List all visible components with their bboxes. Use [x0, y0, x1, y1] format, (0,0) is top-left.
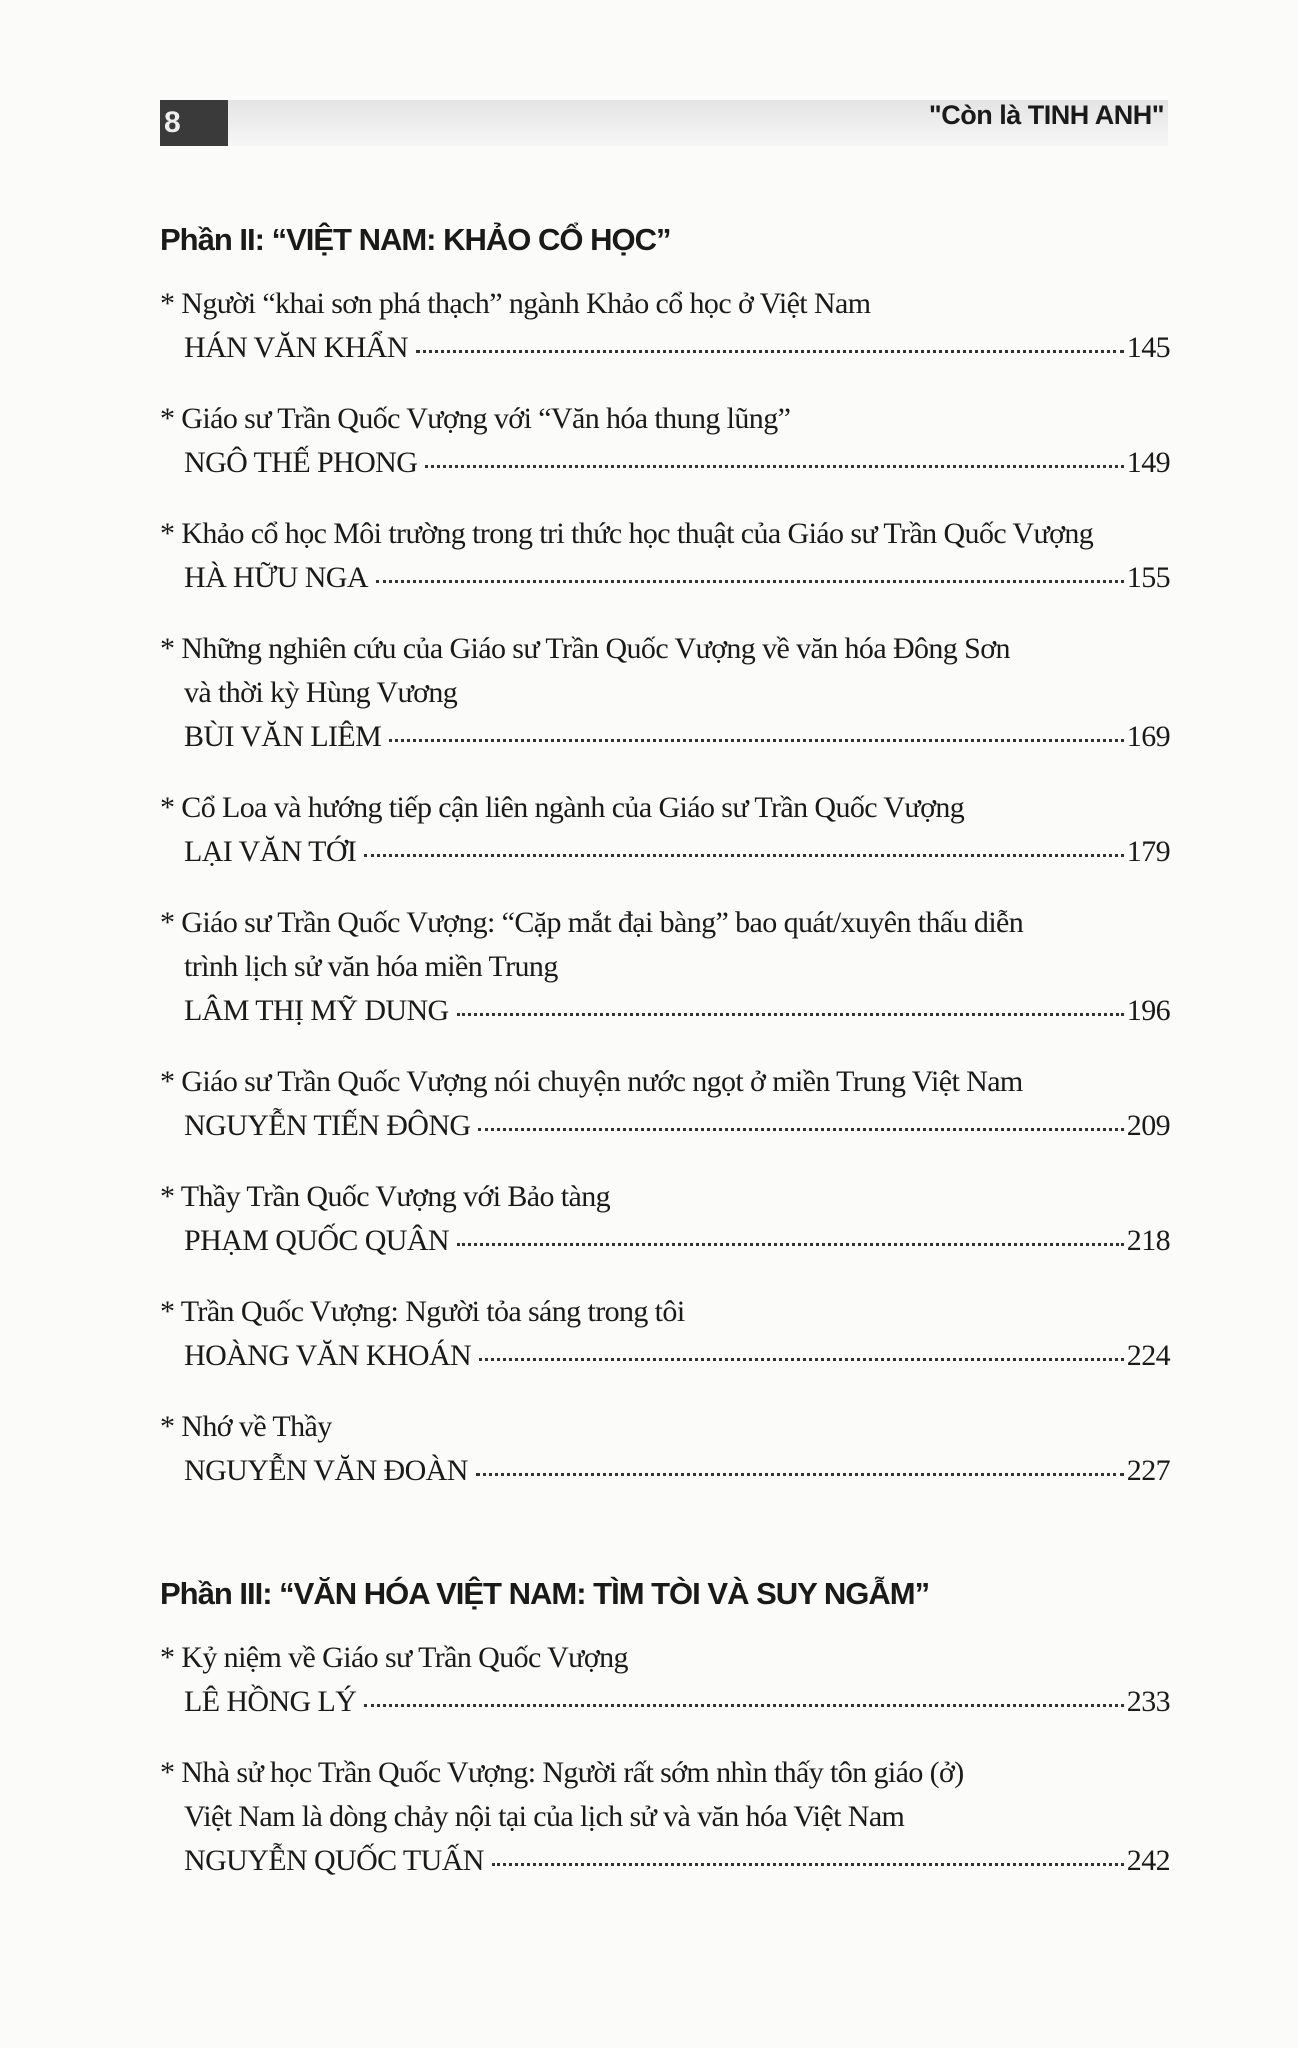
page-ref: 209: [1126, 1109, 1170, 1142]
dot-leader: [478, 1128, 1123, 1131]
entry-author-row: [160, 989, 1170, 1033]
page-ref: 149: [1126, 446, 1170, 479]
page-ref: 155: [1126, 561, 1170, 594]
dot-leader: [492, 1863, 1124, 1866]
entry-title-line: Việt Nam là dòng chảy nội tại của lịch sử và văn hóa Việt Nam: [184, 1800, 905, 1833]
dot-leader: [457, 1243, 1124, 1246]
page-ref: 224: [1126, 1339, 1170, 1372]
entry-author-row: [160, 1334, 1170, 1378]
entry-author-row: [160, 1680, 1170, 1724]
section-heading: Phần II: “VIỆT NAM: KHẢO CỔ HỌC”: [160, 222, 671, 257]
entry-title-line: * Thầy Trần Quốc Vượng với Bảo tàng: [160, 1180, 611, 1213]
dot-leader: [476, 1473, 1124, 1476]
toc-entry: [160, 1290, 1170, 1378]
author-name: NGÔ THẾ PHONG: [184, 446, 418, 479]
author-name: HOÀNG VĂN KHOÁN: [184, 1339, 472, 1372]
toc-entry: [160, 397, 1170, 485]
toc-entry: [160, 786, 1170, 874]
toc-entry: [160, 627, 1170, 759]
entry-author-row: [160, 441, 1170, 485]
entry-title-line: * Nhà sử học Trần Quốc Vượng: Người rất sớm nhìn thấy tôn giáo (ở): [160, 1756, 964, 1789]
entry-author-row: [160, 715, 1170, 759]
dot-leader: [479, 1358, 1124, 1361]
page-ref: 179: [1126, 835, 1170, 868]
entry-title-line: * Người “khai sơn phá thạch” ngành Khảo cổ học ở Việt Nam: [160, 287, 871, 320]
section-part-2: [160, 218, 1170, 1520]
entry-title-line: * Kỷ niệm về Giáo sư Trần Quốc Vượng: [160, 1641, 628, 1674]
entry-title-line: * Nhớ về Thầy: [160, 1410, 332, 1443]
page-ref: 233: [1126, 1685, 1170, 1718]
author-name: HÀ HỮU NGA: [184, 561, 368, 594]
dot-leader: [425, 465, 1123, 468]
dot-leader: [376, 580, 1124, 583]
section-heading: Phần III: “VĂN HÓA VIỆT NAM: TÌM TÒI VÀ SUY NGẪM”: [160, 1576, 930, 1611]
entry-title-line: * Cổ Loa và hướng tiếp cận liên ngành của Giáo sư Trần Quốc Vượng: [160, 791, 965, 824]
entry-author-row: [160, 556, 1170, 600]
entry-author-row: [160, 1219, 1170, 1263]
entry-title-line: * Trần Quốc Vượng: Người tỏa sáng trong tôi: [160, 1295, 685, 1328]
toc-entry: [160, 901, 1170, 1033]
toc-entry: [160, 1175, 1170, 1263]
entry-title-line: * Khảo cổ học Môi trường trong tri thức học thuật của Giáo sư Trần Quốc Vượng: [160, 517, 1094, 550]
author-name: NGUYỄN TIẾN ĐÔNG: [184, 1109, 471, 1142]
entry-title-line: * Giáo sư Trần Quốc Vượng với “Văn hóa thung lũng”: [160, 402, 791, 435]
entry-author-row: [160, 1449, 1170, 1493]
running-title: "Còn là TINH ANH": [928, 100, 1164, 130]
page-ref: 242: [1126, 1844, 1170, 1877]
author-name: LÂM THỊ MỸ DUNG: [184, 994, 449, 1027]
entry-author-row: [160, 1104, 1170, 1148]
toc-entry: [160, 1405, 1170, 1493]
author-name: PHẠM QUỐC QUÂN: [184, 1224, 449, 1257]
page-ref: 145: [1126, 331, 1170, 364]
page-ref: 218: [1126, 1224, 1170, 1257]
toc-entry: [160, 1751, 1170, 1883]
author-name: LẠI VĂN TỚI: [184, 835, 357, 868]
author-name: NGUYỄN QUỐC TUẤN: [184, 1844, 484, 1877]
toc-entry: [160, 1636, 1170, 1724]
toc-entry: [160, 512, 1170, 600]
section-part-3: [160, 1572, 1170, 1910]
author-name: HÁN VĂN KHẨN: [184, 331, 408, 364]
entry-title-line: * Những nghiên cứu của Giáo sư Trần Quốc Vượng về văn hóa Đông Sơn: [160, 632, 1010, 665]
page-ref: 227: [1126, 1454, 1170, 1487]
entry-title-line: * Giáo sư Trần Quốc Vượng nói chuyện nước ngọt ở miền Trung Việt Nam: [160, 1065, 1023, 1098]
author-name: BÙI VĂN LIÊM: [184, 720, 382, 753]
toc-entry: [160, 1060, 1170, 1148]
author-name: LÊ HỒNG LÝ: [184, 1685, 357, 1718]
page-number: 8: [160, 100, 228, 146]
toc-entry: [160, 282, 1170, 370]
entry-title-line: trình lịch sử văn hóa miền Trung: [184, 950, 558, 983]
dot-leader: [364, 1704, 1123, 1707]
entry-title-line: * Giáo sư Trần Quốc Vượng: “Cặp mắt đại bàng” bao quát/xuyên thấu diễn: [160, 906, 1024, 939]
entry-author-row: [160, 326, 1170, 370]
page-ref: 169: [1126, 720, 1170, 753]
dot-leader: [457, 1013, 1124, 1016]
dot-leader: [416, 350, 1124, 353]
entry-author-row: [160, 1839, 1170, 1883]
page-ref: 196: [1126, 994, 1170, 1027]
entry-title-line: và thời kỳ Hùng Vương: [184, 676, 458, 709]
dot-leader: [389, 739, 1124, 742]
dot-leader: [364, 854, 1124, 857]
running-header: [160, 100, 1168, 146]
entry-author-row: [160, 830, 1170, 874]
author-name: NGUYỄN VĂN ĐOÀN: [184, 1454, 468, 1487]
